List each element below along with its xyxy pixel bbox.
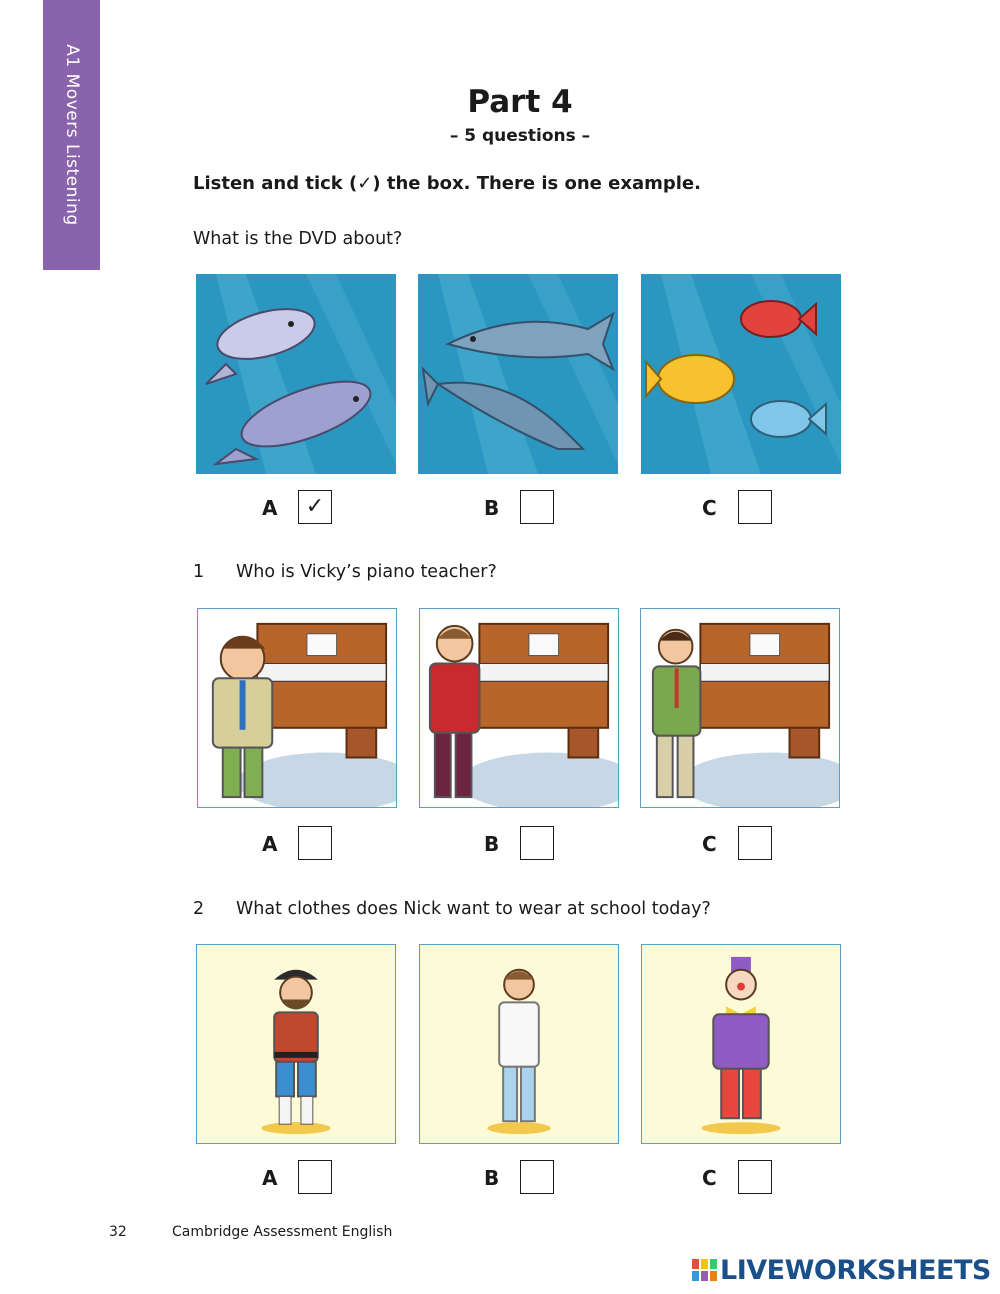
tick-box[interactable] (298, 826, 332, 860)
example-question-text: What is the DVD about? (193, 229, 403, 249)
option-letter: C (702, 496, 717, 520)
tropical-fish-illustration (641, 274, 841, 474)
publisher-name: Cambridge Assessment English (172, 1224, 393, 1240)
tick-box[interactable] (738, 490, 772, 524)
option-letter: C (702, 832, 717, 856)
page-title: Part 4 (467, 84, 573, 120)
pirate-costume-illustration (197, 945, 395, 1143)
piano-teacher-b-illustration (420, 609, 618, 807)
picture-sharks (418, 274, 618, 474)
instruction: Listen and tick (✓) the box. There is one example. (193, 173, 701, 194)
sharks-illustration (418, 274, 618, 474)
option-letter: B (484, 1166, 500, 1190)
piano-teacher-c-illustration (641, 609, 839, 807)
option-letter: B (484, 832, 500, 856)
question-text: Who is Vicky’s piano teacher? (236, 562, 497, 582)
liveworksheets-logo-icon (692, 1259, 718, 1281)
tick-box[interactable] (520, 826, 554, 860)
option-letter: A (262, 1166, 278, 1190)
tick-box[interactable] (520, 1160, 554, 1194)
tick-box[interactable]: ✓ (298, 490, 332, 524)
page-subtitle: – 5 questions – (449, 126, 591, 146)
tick-box[interactable] (738, 826, 772, 860)
dolphins-illustration (196, 274, 396, 474)
side-tab-label: A1 Movers Listening (61, 44, 82, 226)
option-letter: A (262, 496, 278, 520)
option-letter: B (484, 496, 500, 520)
question-number: 2 (193, 899, 205, 919)
question-number: 1 (193, 562, 205, 582)
picture-young-man-green-jacket (640, 608, 840, 808)
liveworksheets-wordmark: LIVEWORKSHEETS (720, 1255, 991, 1286)
picture-man-red-jacket (419, 608, 619, 808)
option-letter: A (262, 832, 278, 856)
picture-doctor-costume (419, 944, 619, 1144)
clown-costume-illustration (642, 945, 840, 1143)
picture-tropical-fish (641, 274, 841, 474)
doctor-costume-illustration (420, 945, 618, 1143)
picture-dolphins (196, 274, 396, 474)
piano-teacher-a-illustration (198, 609, 396, 807)
picture-man-beige-suit (197, 608, 397, 808)
tick-box[interactable] (298, 1160, 332, 1194)
tick-box[interactable] (520, 490, 554, 524)
question-text: What clothes does Nick want to wear at school today? (236, 899, 711, 919)
picture-pirate-costume (196, 944, 396, 1144)
picture-clown-costume (641, 944, 841, 1144)
tick-box[interactable] (738, 1160, 772, 1194)
option-letter: C (702, 1166, 717, 1190)
page-number: 32 (109, 1224, 127, 1240)
